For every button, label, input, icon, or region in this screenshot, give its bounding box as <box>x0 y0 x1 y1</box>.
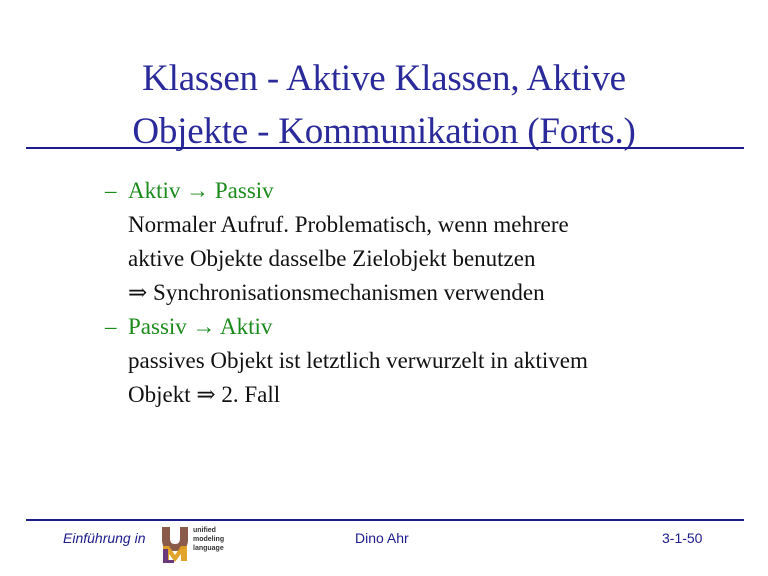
title-divider <box>26 147 744 149</box>
bullet-dash: – <box>105 314 117 339</box>
bullet-text-line <box>128 276 745 310</box>
uml-logo-line: modeling <box>193 536 225 543</box>
bullet-content <box>128 310 745 412</box>
slide-title-line-2: Objekte - Kommunikation (Forts.) <box>132 111 636 152</box>
bullet-text-line: aktive Objekte dasselbe Zielobjekt benutzen <box>128 246 536 271</box>
implies-arrow-icon: ⇒ <box>196 382 216 407</box>
heading-from: Aktiv <box>128 178 181 203</box>
uml-logo-line: language <box>193 545 224 552</box>
arrow-right-icon: → <box>192 314 216 339</box>
footer-divider <box>26 519 744 521</box>
bullet-text-line: Normaler Aufruf. Problematisch, wenn mehrere <box>128 212 569 237</box>
slide-title <box>0 52 768 158</box>
bullet-text: Synchronisationsmechanismen verwenden <box>153 280 545 305</box>
bullet-heading <box>128 310 745 344</box>
bullet-heading <box>128 174 745 208</box>
bullet-text-line <box>128 378 745 412</box>
uml-logo-text <box>193 526 224 553</box>
heading-to: Aktiv <box>220 314 273 339</box>
uml-logo-line: unified <box>193 527 216 534</box>
bullet-text-line: passives Objekt ist letztlich verwurzelt in aktivem <box>128 348 588 373</box>
uml-logo-icon <box>160 524 190 564</box>
bullet-aktiv-passiv <box>105 174 745 310</box>
footer-left-text: Einführung in <box>63 530 146 546</box>
slide-number: 3-1-50 <box>662 530 703 546</box>
heading-from: Passiv <box>128 314 187 339</box>
implies-arrow-icon: ⇒ <box>128 280 148 305</box>
heading-to: Passiv <box>214 178 274 203</box>
footer-author: Dino Ahr <box>355 530 409 546</box>
bullet-dash: – <box>105 178 117 203</box>
arrow-right-icon: → <box>186 178 210 203</box>
bullet-text: 2. Fall <box>221 382 281 407</box>
bullet-list <box>105 174 745 412</box>
bullet-text: Objekt <box>128 382 191 407</box>
bullet-content <box>128 174 745 310</box>
slide-title-line-1: Klassen - Aktive Klassen, Aktive <box>142 58 626 99</box>
bullet-passiv-aktiv <box>105 310 745 412</box>
